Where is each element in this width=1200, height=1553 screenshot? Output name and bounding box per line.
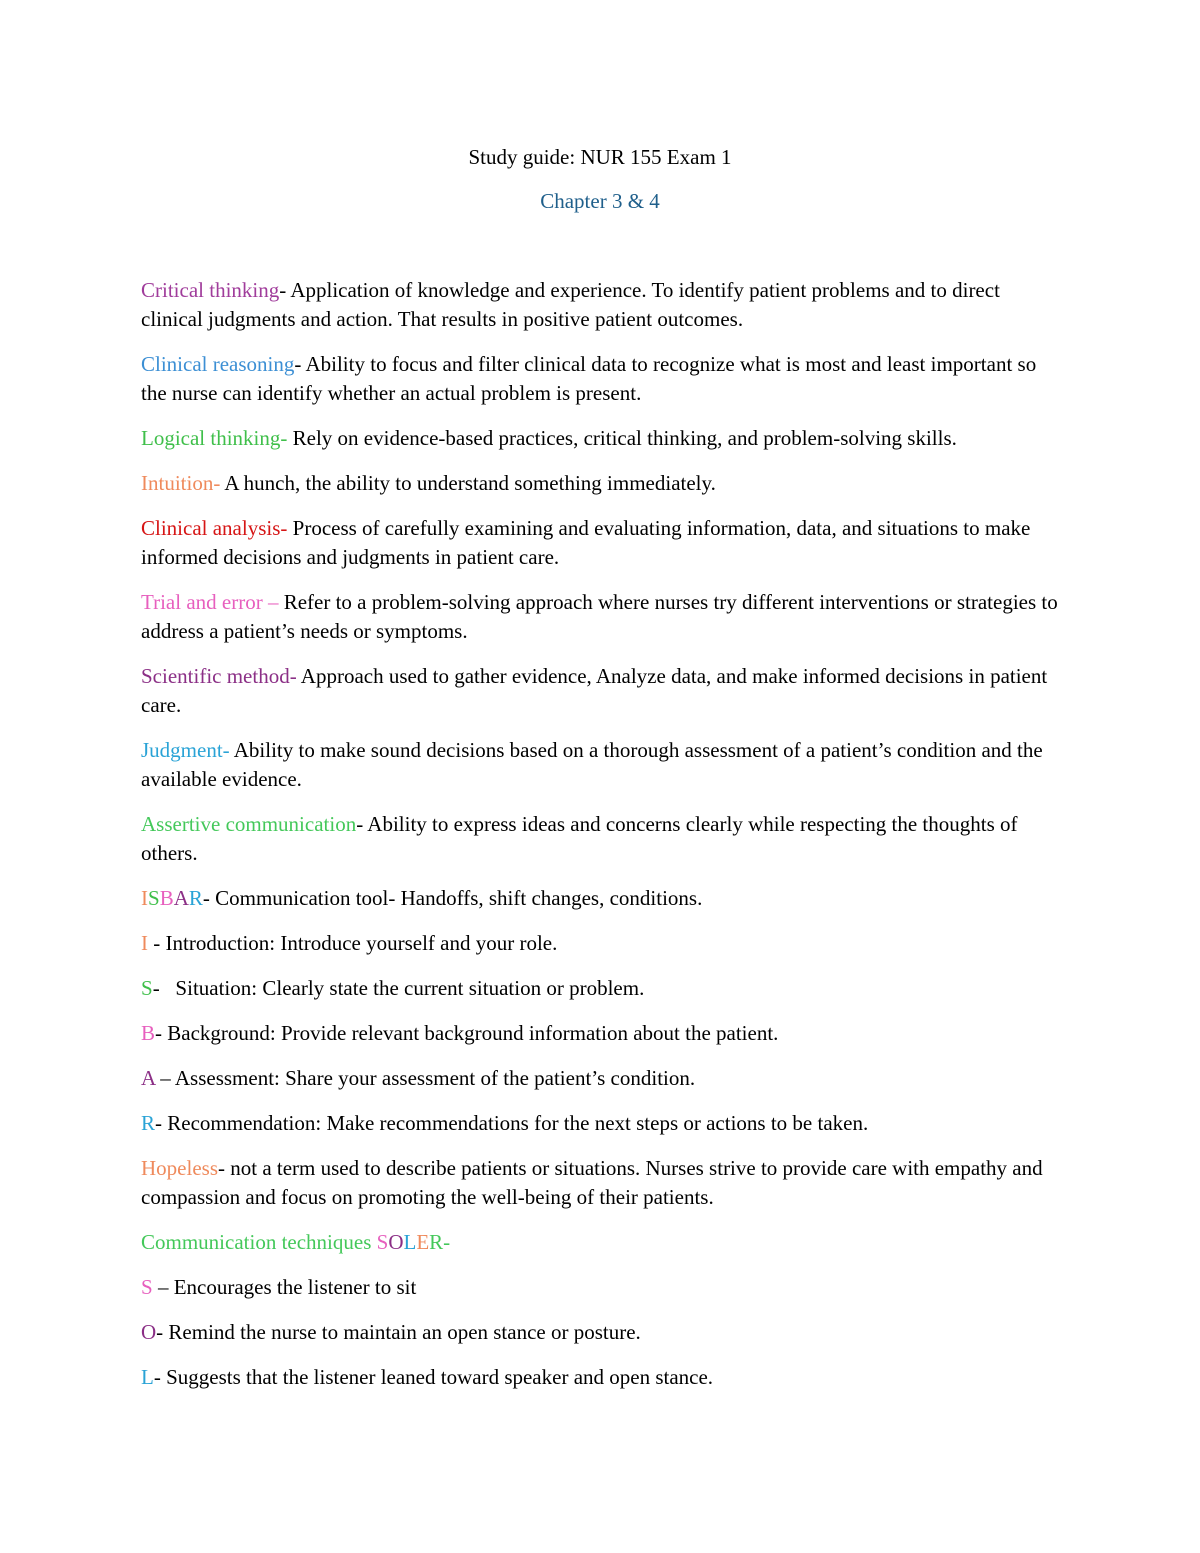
entry-text: - Ability to focus and filter clinical data to recognize what is most and least important so the nurse can identify whether an actual problem is present.: [141, 352, 1042, 405]
entry-term: Scientific method-: [141, 664, 297, 688]
entry-term: Critical thinking: [141, 278, 280, 302]
study-entry: [141, 514, 1066, 572]
entry-term: I: [141, 886, 148, 910]
entry-term: Assertive communication: [141, 812, 357, 836]
entry-text: - Remind the nurse to maintain an open stance or posture.: [156, 1320, 641, 1344]
entry-text: R: [429, 1230, 444, 1254]
study-entry: [141, 662, 1066, 720]
document-body: [141, 276, 1066, 1408]
entry-text: L: [403, 1230, 417, 1254]
study-entry: [141, 1318, 1066, 1347]
entry-text: – Encourages the listener to sit: [152, 1275, 417, 1299]
entry-text: S: [148, 886, 160, 910]
study-entry: [141, 1228, 1066, 1257]
entry-term: Hopeless: [141, 1156, 218, 1180]
study-entry: [141, 1363, 1066, 1392]
entry-text: - Application of knowledge and experience. To identify patient problems and to direct clinical judgments and action. That results in positive patient outcomes.: [141, 278, 1006, 331]
entry-text: R: [188, 886, 203, 910]
entry-text: - Introduction: Introduce yourself and your role.: [148, 931, 558, 955]
entry-term: A: [141, 1066, 156, 1090]
entry-term: B: [141, 1021, 156, 1045]
document-subtitle: Chapter 3 & 4: [540, 189, 660, 213]
document-title: Study guide: NUR 155 Exam 1: [468, 145, 732, 169]
study-entry: [141, 1109, 1066, 1138]
study-entry: [141, 884, 1066, 913]
study-entry: [141, 276, 1066, 334]
entry-term: Clinical reasoning: [141, 352, 295, 376]
study-entry: [141, 974, 1066, 1003]
study-entry: [141, 350, 1066, 408]
entry-text: Process of carefully examining and evaluating information, data, and situations to make informed decisions and judgments in patient care.: [141, 516, 1036, 569]
study-entry: [141, 929, 1066, 958]
study-entry: [141, 1273, 1066, 1302]
entry-term: Clinical analysis-: [141, 516, 288, 540]
entry-text: Refer to a problem-solving approach where nurses try different interventions or strategies to address a patient’s needs or symptoms.: [141, 590, 1063, 643]
entry-text: - Suggests that the listener leaned toward speaker and open stance.: [153, 1365, 714, 1389]
study-entry: [141, 810, 1066, 868]
study-entry: [141, 588, 1066, 646]
entry-term: S: [141, 976, 153, 1000]
study-entry: [141, 1154, 1066, 1212]
entry-text: - not a term used to describe patients or situations. Nurses strive to provide care with empathy and compassion and focus on promoting the well-being of their patients.: [141, 1156, 1048, 1209]
entry-text: E: [416, 1230, 430, 1254]
entry-text: A hunch, the ability to understand something immediately.: [220, 471, 716, 495]
entry-text: B: [159, 886, 174, 910]
entry-term: Communication techniques: [141, 1230, 377, 1254]
study-entry: [141, 424, 1066, 453]
entry-text: - Background: Provide relevant background information about the patient.: [155, 1021, 779, 1045]
entry-text: A: [173, 886, 189, 910]
entry-term: Logical thinking-: [141, 426, 288, 450]
entry-text: - Ability to express ideas and concerns clearly while respecting the thoughts of others.: [141, 812, 1023, 865]
entry-text: - Communication tool- Handoffs, shift changes, conditions.: [202, 886, 703, 910]
entry-text: Ability to make sound decisions based on a thorough assessment of a patient’s condition and the available evidence.: [141, 738, 1048, 791]
entry-text: - Recommendation: Make recommendations for the next steps or actions to be taken.: [155, 1111, 869, 1135]
entry-term: R: [141, 1111, 156, 1135]
entry-text: - Situation: Clearly state the current situation or problem.: [152, 976, 645, 1000]
entry-term: Judgment-: [141, 738, 230, 762]
study-entry: [141, 1064, 1066, 1093]
entry-text: -: [443, 1230, 451, 1254]
study-entry: [141, 736, 1066, 794]
entry-text: – Assessment: Share your assessment of the patient’s condition.: [155, 1066, 696, 1090]
study-entry: [141, 1019, 1066, 1048]
entry-text: Approach used to gather evidence, Analyze data, and make informed decisions in patient care.: [141, 664, 1053, 717]
entry-term: L: [141, 1365, 154, 1389]
entry-term: Intuition-: [141, 471, 221, 495]
entry-text: O: [388, 1230, 404, 1254]
entry-text: S: [376, 1230, 389, 1254]
entry-term: Trial and error –: [141, 590, 284, 614]
entry-text: Rely on evidence-based practices, critical thinking, and problem-solving skills.: [287, 426, 957, 450]
entry-term: O: [141, 1320, 157, 1344]
study-entry: [141, 469, 1066, 498]
entry-term: I: [141, 931, 148, 955]
entry-term: S: [141, 1275, 153, 1299]
